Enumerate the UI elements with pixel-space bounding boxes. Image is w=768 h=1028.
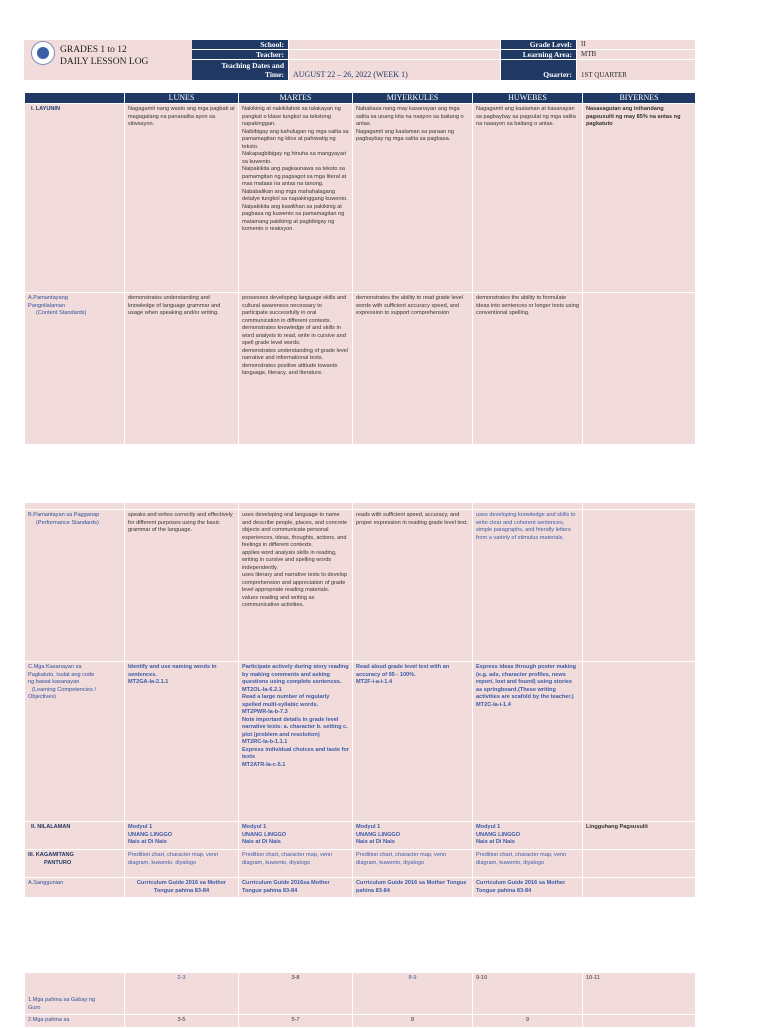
layunin-martes-line: Naipakikita ang pagkaunawa sa teksto sa pamamgitan ng pagsagot sa mga literal at mas mataas na antas na tanong. xyxy=(242,166,347,187)
kagamitang-miyerkules: Predition chart, character map, venn diagram, kuwento, diyalogo xyxy=(353,850,473,878)
competencies-martes-line: Read a large number of regularly spelled multi-syllabic words. xyxy=(242,694,330,708)
label-line: C.Mga Kasanayan sa xyxy=(28,664,82,670)
dates-label-line2: Time: xyxy=(264,70,284,79)
form-title-line2: DAILY LESSON LOG xyxy=(60,57,149,67)
grade-level-label: Grade Level: xyxy=(501,40,576,49)
content-standards-martes-line: demonstrates knowledge of and skills in word analysis to read, write in cursive and spell grade level words. xyxy=(242,325,346,346)
row-spacer xyxy=(25,503,696,510)
day-header-blank xyxy=(25,93,125,104)
competencies-martes-line: Note important details in grade level narrative texts: a. character b. setting c. plot (problem and resolution) xyxy=(242,716,348,738)
competencies-martes-line: MT2PWR-Ia-b-7.3 xyxy=(242,709,288,715)
label-line: Pagkatuto. Isulat ang code xyxy=(28,671,95,678)
competencies-biyernes xyxy=(583,662,696,822)
content-standards-biyernes xyxy=(583,293,696,445)
competencies-huwebes-line: Express ideas through poster making (e.g. ads, character profiles, news report, lost and found) using stories as springboard.(These writing activities are scafold by the teacher.) xyxy=(476,664,577,700)
layunin-lunes: Nagagamit nang wasto ang mga pagbati at magagalang na pananalita ayon sa sitwasyon. xyxy=(125,104,239,293)
quarter-label: Quarter: xyxy=(543,70,572,79)
row-gabay-guro xyxy=(25,973,696,1015)
label-line: III. KAGAMITANG xyxy=(28,852,74,858)
content-standards-miyerkules: demonstrates the ability to read grade level words with sufficient accuracy speed, and expression to support comprehension xyxy=(353,293,473,445)
nilalaman-line: Modyul 1 xyxy=(242,824,267,830)
gabay-guro-biyernes: 10-11 xyxy=(583,973,696,1015)
performance-standards-huwebes: uses developing knowledge and skills to write clear and coherent sentences, simple paragraphs, and friendly letters from a variety of stimulus materials. xyxy=(473,510,583,662)
layunin-martes-line: Naipakikita ang kawilihan sa pakikinig at pagbasa ng kuwento sa pamamagitan ng matamang pakikinig at pagbibigay ng komento o reaksyon. xyxy=(242,203,345,232)
row-label-sanggunian: A.Sanggunian xyxy=(25,878,125,898)
layunin-martes-line: Nababalikan ang mga mahahalagang detalye tungkol sa napakinggang kuwento. xyxy=(242,188,348,202)
layunin-martes-line: Nakapagbibigay ng hinuha sa mangyayari sa kuwento. xyxy=(242,151,347,165)
row-label-competencies xyxy=(25,662,125,822)
layunin-martes xyxy=(239,104,353,293)
gabay-guro-martes: 3-8 xyxy=(239,973,353,1015)
content-standards-martes-line: possesses developing language skills and cultural awareness necessary to participate successfully in oral communication in different contexts. xyxy=(242,295,347,324)
nilalaman-line: Modyul 1 xyxy=(128,824,153,830)
row-content-standards xyxy=(25,293,696,445)
competencies-miyerkules-line: Read aloud grade level text with an accuracy of 95 - 100%. xyxy=(356,664,450,678)
competencies-huwebes xyxy=(473,662,583,822)
content-standards-martes-line: demonstrates positive attitude towards language, literacy, and literature. xyxy=(242,362,338,376)
row-competencies xyxy=(25,662,696,822)
nilalaman-martes xyxy=(239,822,353,850)
performance-standards-martes-line: applies word analysis skills in reading, writing in cursive and spelling words independently. xyxy=(242,549,337,571)
performance-standards-martes xyxy=(239,510,353,662)
kagamitang-martes: Predition chart, character map, venn diagram, kuwento, diyalogo xyxy=(239,850,353,878)
nilalaman-miyerkules xyxy=(353,822,473,850)
row-label-performance-standards xyxy=(25,510,125,662)
label-line: PANTURO xyxy=(44,859,72,866)
label-line: (Content Standards) xyxy=(36,310,87,316)
row-label-nilalaman: II. NILALAMAN xyxy=(25,822,125,850)
row-kagamitang xyxy=(25,850,696,878)
gabay-guro-lunes: 2-3 xyxy=(125,973,239,1015)
nilalaman-line: Nais at Di Nais xyxy=(356,839,395,845)
competencies-martes-line: MT2RC-Ia-b-1.1.1 xyxy=(242,739,288,745)
nilalaman-huwebes xyxy=(473,822,583,850)
performance-standards-lunes: speaks and writes correctly and effectively for different purposes using the basic grammar of the language. xyxy=(125,510,239,662)
sanggunian-martes: Curriculum Guide 2016sa Mother Tongue pahina 83-84 xyxy=(239,878,353,898)
label-line: Objectives) xyxy=(28,694,56,700)
label-line: (Performance Standards) xyxy=(36,519,99,526)
row-label-gabay-guro xyxy=(25,973,125,1015)
layunin-martes-line: Nakikinig at nakikilahok sa talakayan ng pangkat o klase tungkol sa tekstong napakinggan. xyxy=(242,106,341,127)
row-label-kagamitang xyxy=(25,850,125,878)
row-performance-standards xyxy=(25,510,696,662)
teaching-dates-value: AUGUST 22 – 26, 2022 (WEEK 1) xyxy=(289,60,500,80)
label-line: 1.Mga pahina sa Gabay ng xyxy=(28,997,96,1003)
dll-table-part2 xyxy=(24,502,696,898)
pahina-2-miyerkules: 8 xyxy=(353,1015,473,1028)
competencies-martes-line: MT2OL-Ia-6.2.1 xyxy=(242,686,282,693)
gabay-guro-miyerkules: 8-9 xyxy=(353,973,473,1015)
nilalaman-line: UNANG LINGGO xyxy=(476,831,521,838)
nilalaman-line: UNANG LINGGO xyxy=(128,831,173,838)
content-standards-martes-line: demonstrates understanding of grade level narrative and informational texts. xyxy=(242,347,349,361)
competencies-miyerkules-line: MT2F-i-a-i-1.4 xyxy=(356,679,393,685)
pahina-2-huwebes: 9 xyxy=(473,1015,583,1028)
competencies-miyerkules xyxy=(353,662,473,822)
sanggunian-biyernes xyxy=(583,878,696,898)
row-nilalaman xyxy=(25,822,696,850)
learning-area-label: Learning Area: xyxy=(501,50,576,59)
layunin-miyerkules-line: Nababasa nang may kasanayan ang mga salita sa unang kita na naayon sa baitang o antas. xyxy=(356,106,464,127)
competencies-martes-line: Participate actively during story reading by making comments and asking questions using complete sentences. xyxy=(242,664,349,685)
sanggunian-miyerkules: Curriculum Guide 2016 sa Mother Tongue pahina 83-84 xyxy=(353,878,473,898)
school-label: School: xyxy=(192,40,288,49)
grade-level-value: II xyxy=(577,40,695,49)
layunin-martes-line: Naibibigay ang kahulugan ng mga salita sa pamamagitan ng kilos at pahiwatig ng teksto. xyxy=(242,128,349,150)
performance-standards-biyernes xyxy=(583,510,696,662)
gabay-guro-huwebes: 9-10 xyxy=(473,973,583,1015)
row-sanggunian xyxy=(25,878,696,898)
competencies-martes xyxy=(239,662,353,822)
day-header-huwebes: HUWEBES xyxy=(473,93,583,104)
nilalaman-line: Nais at Di Nais xyxy=(128,839,167,845)
row-layunin xyxy=(25,104,696,293)
performance-standards-martes-line: uses developing oral language to name and describe people, places, and concrete objects and communicate personal experiences, ideas, thoughts, actions, and feelings in different contexts. xyxy=(242,512,348,548)
nilalaman-biyernes: Lingguhang Pagsusulit xyxy=(583,822,696,850)
learning-area-value: MTB xyxy=(577,50,695,59)
sanggunian-lunes: Curriculum Guide 2016 sa Mother Tongue pahina 83-84 xyxy=(125,878,239,898)
day-header-miyerkules: MIYERKULES xyxy=(353,93,473,104)
competencies-martes-line: Express individual choices and taste for texts xyxy=(242,746,349,760)
layunin-biyernes: Nasasagutan ang inihandang pagsusulit ng may 85% na antas ng pagkatuto xyxy=(583,104,696,293)
kagamitang-biyernes xyxy=(583,850,696,878)
pahina-2-martes: 5-7 xyxy=(239,1015,353,1028)
nilalaman-line: Nais at Di Nais xyxy=(476,839,515,845)
label-line: ng bawat kasanayan xyxy=(28,679,80,685)
kagamitang-lunes: Predition chart, character map, venn diagram, kuwento, diyalogo xyxy=(125,850,239,878)
kagamitang-huwebes: Predition chart, character map, venn diagram, kuwento, diyalogo xyxy=(473,850,583,878)
row-label-pahina-2: 2.Mga pahina sa xyxy=(25,1015,125,1028)
performance-standards-miyerkules: reads with sufficient speed, accuracy, and proper expression in reading grade level text. xyxy=(353,510,473,662)
competencies-huwebes-line: MT2C-Ia-i-1.4 xyxy=(476,701,511,708)
row-pahina-2 xyxy=(25,1015,696,1028)
label-line: A.Pamantayang xyxy=(28,295,68,301)
content-standards-lunes: demonstrates understanding and knowledge of language grammar and usage when speaking and/or writing. xyxy=(125,293,239,445)
dll-table-part3 xyxy=(24,972,696,1028)
competencies-lunes-line: Identify and use naming words in sentences. xyxy=(128,664,217,678)
nilalaman-lunes xyxy=(125,822,239,850)
performance-standards-martes-line: values reading and writing as communicative activities. xyxy=(242,594,315,608)
label-line: (Learning Competencies / xyxy=(32,686,97,693)
dates-label-line1: Teaching Dates and xyxy=(221,61,284,70)
label-line: Pangnilalaman xyxy=(28,302,66,309)
pahina-2-lunes: 3-5 xyxy=(125,1015,239,1028)
day-header-lunes: LUNES xyxy=(125,93,239,104)
school-value xyxy=(289,40,500,49)
teacher-value xyxy=(289,50,500,59)
sanggunian-huwebes: Curriculum Guide 2016 sa Mother Tongue pahina 83-84 xyxy=(473,878,583,898)
competencies-martes-line: MT2ATR-Ia-c-5.1 xyxy=(242,761,286,768)
row-label-layunin: I. LAYUNIN xyxy=(25,104,125,293)
day-header-biyernes: BIYERNES xyxy=(583,93,696,104)
content-standards-huwebes: demonstrates the ability to formulate ideas into sentences or longer texts using conventional spelling. xyxy=(473,293,583,445)
quarter-value: 1ST QUARTER xyxy=(577,60,695,80)
day-header-martes: MARTES xyxy=(239,93,353,104)
nilalaman-line: Nais at Di Nais xyxy=(242,839,281,845)
competencies-lunes-line: MT2GA-Ia-2.1.1 xyxy=(128,679,169,685)
performance-standards-martes-line: uses literary and narrative texts to develop comprehension and appreciation of grade level appropriate reading materials. xyxy=(242,572,348,593)
content-standards-martes xyxy=(239,293,353,445)
nilalaman-line: Modyul 1 xyxy=(356,824,381,830)
label-line: Guro xyxy=(28,1004,41,1011)
layunin-huwebes: Nagagamit ang kaalaman at kasanayan sa pagbaybay sa pagsulat ng mga salita na naaayon sa baitang o antas. xyxy=(473,104,583,293)
label-line: B.Pamantayan sa Pagganap xyxy=(28,512,100,518)
nilalaman-line: UNANG LINGGO xyxy=(242,831,287,838)
form-title-line1: GRADES 1 to 12 xyxy=(60,45,127,55)
row-label-content-standards xyxy=(25,293,125,445)
layunin-miyerkules-line: Nagagamit ang kaalaman sa paraan ng pagbaybay ng mga salita sa pagbasa. xyxy=(356,128,454,142)
pahina-2-biyernes xyxy=(583,1015,696,1028)
layunin-miyerkules xyxy=(353,104,473,293)
nilalaman-line: UNANG LINGGO xyxy=(356,831,401,838)
competencies-lunes xyxy=(125,662,239,822)
dll-table-part1 xyxy=(24,92,696,445)
teacher-label: Teacher: xyxy=(192,50,288,59)
deped-seal-logo xyxy=(31,41,55,65)
nilalaman-line: Modyul 1 xyxy=(476,824,501,830)
